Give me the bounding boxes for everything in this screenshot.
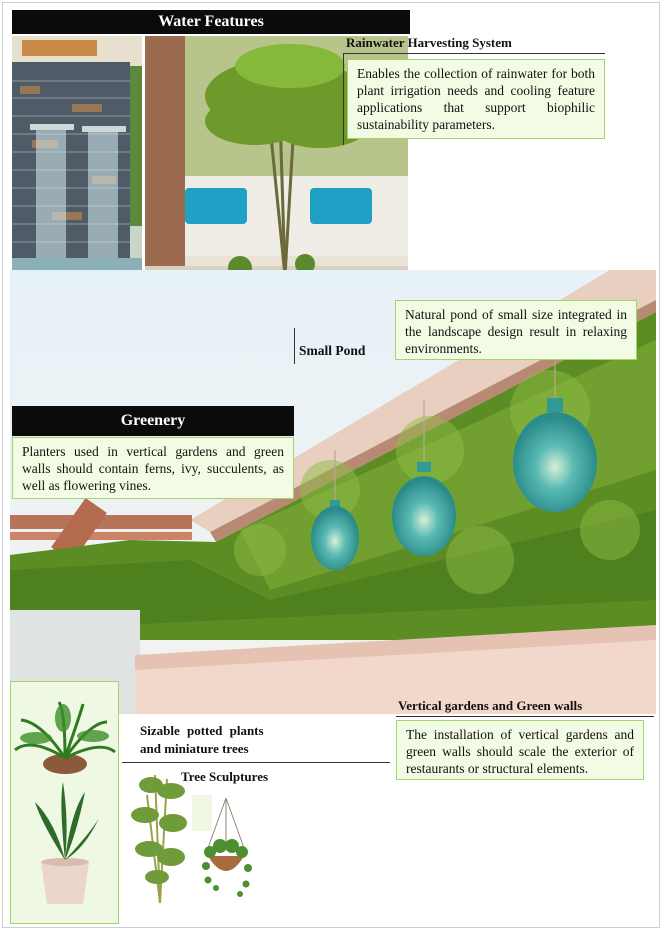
potted-underline <box>122 762 390 763</box>
potted-plants-title-line1: Sizable potted plants <box>140 723 264 738</box>
rainwater-harvesting-title: Rainwater Harvesting System <box>346 35 512 50</box>
small-pond-title: Small Pond <box>299 343 366 358</box>
rainwater-underline <box>343 53 605 54</box>
planters-note: Planters used in vertical gardens and green walls should contain ferns, ivy, succulents, as well as flowering vines. <box>12 437 294 499</box>
potted-plant-icon <box>35 782 99 904</box>
potted-plants-box <box>10 681 119 924</box>
rainwater-connector <box>343 53 344 145</box>
vertical-gardens-note: The installation of vertical gardens and green walls should scale the exterior of restaurants or structural elements. <box>396 720 644 780</box>
greenery-header: Greenery <box>12 406 294 436</box>
potted-plants-title <box>140 722 264 758</box>
hanging-plant-image <box>196 796 256 906</box>
fern-plant-icon <box>15 702 115 774</box>
tree-sculptures-title: Tree Sculptures <box>181 769 269 784</box>
rainwater-note: Enables the collection of rainwater for both plant irrigation needs and cooling feature applications that support biophilic sustainability parameters. <box>347 59 605 139</box>
bamboo-tree-image <box>127 765 193 905</box>
small-pond-note: Natural pond of small size integrated in the landscape design result in relaxing environments. <box>395 300 637 360</box>
vertical-gardens-title: Vertical gardens and Green walls <box>398 698 583 713</box>
pond-connector <box>294 328 295 364</box>
potted-plants-title-line2: and miniature trees <box>140 741 249 756</box>
vertical-gardens-underline <box>396 716 654 717</box>
wall-water-photo <box>12 36 142 280</box>
water-features-header: Water Features <box>12 10 410 34</box>
